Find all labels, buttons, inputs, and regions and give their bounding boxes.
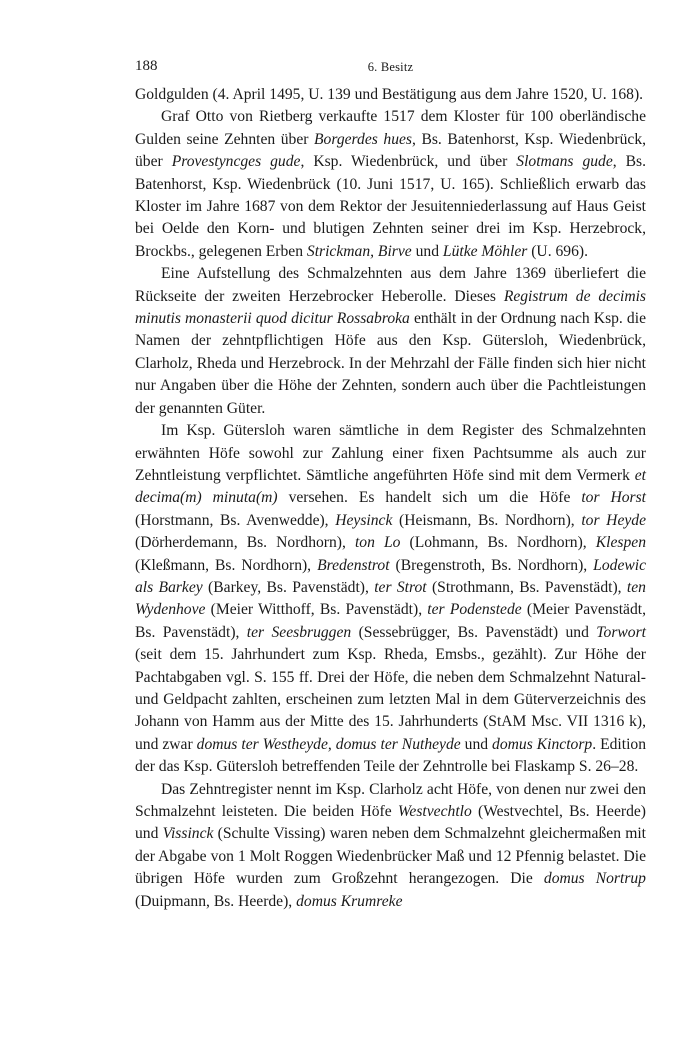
italic-term: tor Heyde [581, 511, 647, 529]
italic-term: Klespen [595, 534, 646, 552]
text-run: (Meier Witthoff, Bs. Pavenstädt), [205, 601, 428, 619]
text-run: (Lohmann, Bs. Nordhorn), [400, 534, 596, 552]
italic-term: Heysinck [335, 511, 393, 529]
text-run: Das Zehntregister nennt im Ksp. Clarholz acht Höfe, von denen nur zwei den Schmalzehnt leisteten. Die beiden Höfe [135, 780, 646, 820]
text-run: (Strothmann, Bs. Pavenstädt), [426, 578, 627, 596]
running-head: 6. Besitz [367, 60, 414, 74]
page-number: 188 [135, 58, 158, 74]
paragraph [135, 779, 646, 913]
italic-term: Lütke Möhler [442, 242, 528, 260]
text-run: enthält in der Ordnung nach Ksp. die Namen der zehntpflichtigen Höfe aus den Ksp. Gütersloh, Wiedenbrück, Clarholz, Rheda und Herzebrock. In der Mehrzahl der Fälle finden sich hier nicht nur Angaben über die Höhe der Zehnten, sondern auch über die Pachtleistungen der genannten Güter. [135, 310, 646, 417]
italic-term: Vissinck [162, 825, 214, 843]
italic-term: et decima(m) minuta(m) [135, 466, 646, 507]
text-run: (Duipmann, Bs. Heerde), [135, 892, 297, 910]
italic-term: Westvechtlo [397, 803, 472, 820]
italic-term: ter Podenstede [427, 601, 522, 619]
text-run: (seit dem 15. Jahrhundert zum Ksp. Rheda, Emsbs., gezählt). Zur Höhe der Pachtabgaben vgl. S. 155 ff. Drei der Höfe, die neben dem Schmalzehnt Natural- und Geldpacht zahlten, erscheinen zum letzten Mal in dem Güterverzeichnis des Johann von Hamm aus der Mitte des 15. Jahrhunderts (StAM Msc. VII 1316 k), und zwar [135, 646, 646, 753]
text-run: Eine Aufstellung des Schmalzehnten aus dem Jahre 1369 überliefert die Rückseite der zweiten Herzebrocker Heberolle. Dieses [135, 265, 646, 305]
text-run: versehen. Es handelt sich um die Höfe [277, 489, 582, 507]
text-run: (Dörherdemann, Bs. Nordhorn), [135, 534, 355, 552]
italic-term: Bredenstrot [317, 556, 390, 574]
paragraph [135, 84, 646, 106]
text-run: (Kleßmann, Bs. Nordhorn), [135, 556, 318, 574]
italic-term: tor Horst [581, 489, 647, 507]
italic-term: ter Seesbruggen [246, 623, 352, 641]
italic-term: Strickman, Birve [306, 242, 412, 260]
italic-term: ter Strot [374, 578, 427, 596]
text-run: , Bs. Batenhorst, Ksp. Wiedenbrück, über [135, 130, 647, 171]
body-text [135, 84, 646, 913]
text-run: (Horstmann, Bs. Avenwedde), [135, 511, 336, 529]
text-run: (Bregenstroth, Bs. Nordhorn), [389, 556, 594, 574]
text-run: (Schulte Vissing) waren neben dem Schmalzehnt gleichermaßen mit der Abgabe von 1 Molt Roggen Wiedenbrücker Maß und 12 Pfennig belastet. Die übrigen Höfe wurden zum Großzehnt herangezogen. Die [135, 825, 646, 888]
italic-term: Torwort [596, 623, 646, 641]
paragraph [135, 263, 646, 420]
italic-term: ton Lo [354, 534, 401, 552]
text-run: Graf Otto von Rietberg verkaufte 1517 dem Kloster für 100 oberländische Gulden seine Zehnten über [135, 108, 646, 148]
text-run: (Barkey, Bs. Pavenstädt), [202, 578, 375, 596]
italic-term: Borgerdes hues [314, 130, 412, 148]
italic-term: domus Krumreke [296, 892, 403, 910]
text-run: und [411, 242, 443, 260]
text-run: , Ksp. Wiedenbrück, und über [300, 153, 517, 171]
book-page [135, 58, 646, 913]
italic-term: Lodewic als Barkey [135, 556, 647, 596]
paragraph [135, 106, 646, 263]
text-run: (Meier Pavenstädt, Bs. Pavenstädt), [135, 601, 646, 641]
italic-term: domus Nortrup [543, 870, 646, 888]
italic-term: Provestyncges gude [171, 153, 301, 171]
text-run: (Heismann, Bs. Nordhorn), [392, 511, 582, 529]
text-run: . Edition der das Ksp. Gütersloh betreffenden Teile der Zehntrolle bei Flaskamp S. 26–28. [135, 735, 646, 776]
italic-term: domus ter Westheyde, domus ter Nutheyde [196, 735, 461, 753]
text-run: (U. 696). [527, 242, 588, 260]
italic-term: Slotmans gude [516, 153, 613, 171]
text-run: , Bs. Batenhorst, Ksp. Wiedenbrück (10. Juni 1517, U. 165). Schließlich erwarb das Kloster im Jahre 1687 von dem Rektor der Jesuitenniederlassung auf Haus Geist bei Oelde den Korn- und blutigen Zehnten seiner drei im Ksp. Herzebrock, Brockbs., gelegenen Erben [135, 153, 646, 260]
text-run: Goldgulden (4. April 1495, U. 139 und Bestätigung aus dem Jahre 1520, U. 168). [135, 86, 644, 103]
text-run: und [460, 735, 493, 753]
paragraph [135, 420, 646, 779]
italic-term: Registrum de decimis minutis monasterii quod dicitur Rossabroka [135, 287, 646, 328]
italic-term: domus Kinctorp [492, 735, 593, 753]
text-run: (Westvechtel, Bs. Heerde) und [135, 803, 646, 843]
italic-term: ten Wydenhove [135, 578, 646, 619]
page-header [135, 58, 646, 84]
text-run: Im Ksp. Gütersloh waren sämtliche in dem Register des Schmalzehnten erwähnten Höfe sowohl zur Zahlung einer fixen Pachtsumme als auch zur Zehntleistung verpflichtet. Sämtliche angeführten Höfe sind mit dem Vermerk [135, 422, 646, 484]
text-run: (Sessebrügger, Bs. Pavenstädt) und [351, 623, 597, 641]
